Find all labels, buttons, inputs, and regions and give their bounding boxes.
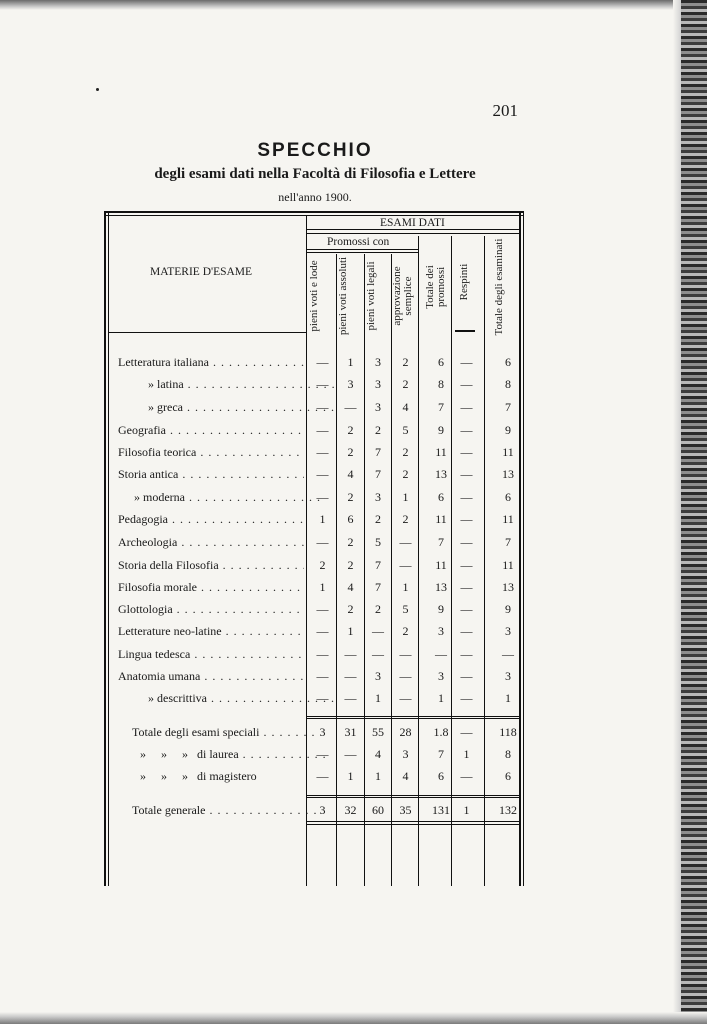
cell-semplice: 28 [399, 725, 412, 739]
table-row [0, 599, 707, 621]
cell-totale-promossi: 7 [438, 747, 444, 761]
page-number: 201 [492, 101, 518, 120]
cell-assoluti: 32 [344, 803, 357, 817]
cell-semplice: 4 [402, 769, 409, 783]
group-header: ESAMI DATI [380, 217, 445, 229]
cell-legali: 3 [375, 490, 381, 504]
cell-legali: 60 [372, 803, 384, 817]
table-row [0, 352, 707, 374]
page-subtitle: degli esami dati nella Facoltà di Filosofia e Lettere [154, 166, 476, 182]
table-row [0, 420, 707, 442]
cell-totale-promossi: 6 [438, 490, 444, 504]
cell-respinti: — [460, 445, 473, 459]
table-row [0, 464, 707, 486]
cell-assoluti: 2 [347, 602, 354, 616]
table-row [0, 532, 707, 554]
col-header-totale-esaminati: Totale degli esaminati [493, 238, 505, 336]
row-label: Totale degli esami speciali . . . [132, 725, 318, 741]
row-label: » latina . . . [148, 377, 334, 393]
row-label: Archeologia . . . [118, 535, 304, 551]
row-label: » » » di laurea . . . [140, 747, 326, 763]
row-label: Geografia . . . [118, 423, 304, 439]
col-header-approvazione-semplice: approvazione semplice [391, 266, 414, 326]
cell-lode: — [316, 624, 329, 638]
cell-totale-esaminati: 118 [499, 725, 517, 739]
cell-totale-esaminati: 7 [505, 400, 511, 414]
cell-respinti: — [460, 423, 473, 437]
cell-semplice: — [399, 691, 412, 705]
row-label: » greca . . . [148, 400, 334, 416]
cell-totale-promossi: 6 [438, 769, 444, 783]
row-label: Pedagogia . . . [118, 512, 304, 528]
cell-legali: 7 [375, 580, 381, 594]
cell-totale-promossi: 13 [435, 467, 447, 481]
cell-legali: 1 [375, 691, 381, 705]
cell-semplice: 35 [399, 803, 412, 817]
cell-assoluti: 2 [347, 558, 354, 572]
total-row [0, 744, 707, 766]
row-label: » » » di magistero [140, 769, 257, 783]
grand-total-row [0, 800, 707, 822]
cell-semplice: 4 [402, 400, 409, 414]
table-row [0, 397, 707, 419]
page-top-edge [0, 0, 707, 10]
cell-lode: — [316, 423, 329, 437]
table-row [0, 442, 707, 464]
cell-totale-promossi: 3 [438, 624, 444, 638]
cell-lode: — [316, 445, 329, 459]
cell-respinti: — [460, 400, 473, 414]
cell-legali: 3 [375, 355, 381, 369]
cell-respinti: — [460, 512, 473, 526]
cell-totale-promossi: — [435, 647, 447, 661]
row-label: Filosofia teorica . . . [118, 445, 304, 461]
cell-assoluti: — [344, 647, 357, 661]
cell-totale-promossi: 3 [438, 669, 444, 683]
cell-respinti: — [460, 624, 473, 638]
cell-lode: — [316, 377, 329, 391]
cell-totale-esaminati: 13 [502, 467, 514, 481]
cell-legali: 2 [375, 423, 381, 437]
cell-totale-promossi: 13 [435, 580, 447, 594]
cell-assoluti: — [344, 669, 357, 683]
year-line: nell'anno 1900. [278, 190, 352, 204]
cell-legali: 55 [372, 725, 384, 739]
col-header-respinti: Respinti [458, 263, 470, 301]
cell-legali: 7 [375, 445, 381, 459]
cell-totale-promossi: 11 [435, 445, 447, 459]
cell-totale-promossi: 11 [435, 558, 447, 572]
cell-totale-esaminati: — [502, 647, 514, 661]
cell-semplice: 3 [402, 747, 409, 761]
cell-semplice: — [399, 558, 412, 572]
cell-semplice: 5 [402, 423, 409, 437]
row-label: Totale generale . . . [132, 803, 318, 819]
cell-legali: 7 [375, 467, 381, 481]
cell-lode: — [316, 400, 329, 414]
row-header: MATERIE D'ESAME [150, 266, 253, 278]
cell-assoluti: — [344, 400, 357, 414]
cell-semplice: 2 [402, 624, 409, 638]
cell-assoluti: — [344, 747, 357, 761]
cell-semplice: 2 [402, 467, 409, 481]
cell-semplice: 2 [402, 355, 409, 369]
cell-semplice: — [399, 647, 412, 661]
cell-semplice: 1 [402, 490, 409, 504]
cell-assoluti: 2 [347, 423, 354, 437]
row-label: Letterature neo-latine . . . [118, 624, 304, 640]
row-label: Glottologia . . . [118, 602, 304, 618]
cell-legali: 5 [375, 535, 381, 549]
cell-totale-esaminati: 1 [505, 691, 511, 705]
cell-lode: — [316, 355, 329, 369]
total-row [0, 766, 707, 788]
cell-totale-esaminati: 6 [505, 355, 511, 369]
page-title: SPECCHIO [257, 140, 373, 161]
cell-legali: 3 [375, 669, 381, 683]
cell-semplice: 5 [402, 602, 409, 616]
table-row [0, 621, 707, 643]
cell-semplice: 1 [402, 580, 409, 594]
cell-legali: — [372, 647, 384, 661]
cell-legali: 2 [375, 602, 381, 616]
total-row [0, 722, 707, 744]
table-row [0, 644, 707, 666]
cell-totale-esaminati: 7 [505, 535, 511, 549]
cell-respinti: — [460, 377, 473, 391]
table-row [0, 666, 707, 688]
cell-semplice: — [399, 669, 412, 683]
cell-respinti: — [460, 558, 473, 572]
cell-totale-esaminati: 13 [502, 580, 514, 594]
cell-assoluti: 6 [347, 512, 354, 526]
row-label: Letteratura italiana . . . [118, 355, 304, 371]
cell-respinti: 1 [463, 747, 470, 761]
cell-lode: — [316, 467, 329, 481]
cell-totale-esaminati: 11 [502, 512, 514, 526]
cell-legali: 3 [375, 377, 381, 391]
row-label: » moderna . . . [134, 490, 320, 506]
cell-assoluti: 3 [347, 377, 354, 391]
cell-lode: — [316, 747, 329, 761]
cell-totale-promossi: 9 [438, 602, 444, 616]
cell-assoluti: 1 [347, 624, 354, 638]
cell-totale-esaminati: 6 [505, 769, 511, 783]
cell-totale-promossi: 11 [435, 512, 447, 526]
cell-totale-esaminati: 8 [505, 377, 511, 391]
cell-assoluti: 1 [347, 769, 354, 783]
cell-respinti: 1 [463, 803, 470, 817]
row-label: Storia antica . . . [118, 467, 304, 483]
table-row [0, 555, 707, 577]
table-row [0, 577, 707, 599]
table-row [0, 487, 707, 509]
col-header-totale-promossi: Totale dei promossi [424, 265, 447, 309]
cell-assoluti: 2 [347, 445, 354, 459]
cell-semplice: 2 [402, 445, 409, 459]
row-label: Filosofia morale . . . [118, 580, 304, 596]
table-row [0, 374, 707, 396]
cell-respinti: — [460, 580, 473, 594]
cell-totale-promossi: 6 [438, 355, 444, 369]
table-row [0, 509, 707, 531]
cell-legali: 4 [375, 747, 381, 761]
cell-semplice: — [399, 535, 412, 549]
cell-legali: 2 [375, 512, 381, 526]
cell-totale-promossi: 1.8 [433, 725, 449, 739]
page-bottom-edge [0, 1012, 707, 1024]
cell-respinti: — [460, 647, 473, 661]
cell-lode: — [316, 669, 329, 683]
cell-respinti: — [460, 725, 473, 739]
cell-totale-esaminati: 11 [502, 558, 514, 572]
cell-respinti: — [460, 669, 473, 683]
cell-totale-promossi: 131 [432, 803, 450, 817]
row-label: » descrittiva . . . [148, 691, 334, 707]
cell-assoluti: 1 [347, 355, 354, 369]
cell-totale-promossi: 9 [438, 423, 444, 437]
cell-lode: — [316, 691, 329, 705]
cell-totale-promossi: 7 [438, 535, 444, 549]
cell-respinti: — [460, 490, 473, 504]
cell-totale-esaminati: 132 [499, 803, 517, 817]
cell-totale-promossi: 8 [438, 377, 444, 391]
cell-lode: — [316, 769, 329, 783]
cell-lode: — [316, 535, 329, 549]
cell-lode: 1 [319, 512, 326, 526]
cell-respinti: — [460, 467, 473, 481]
cell-respinti: — [460, 602, 473, 616]
cell-totale-esaminati: 11 [502, 445, 514, 459]
cell-semplice: 2 [402, 377, 409, 391]
col-header-pieni-voti-assoluti: pieni voti assoluti [337, 256, 349, 336]
cell-legali: 1 [375, 769, 381, 783]
cell-lode: 3 [319, 725, 326, 739]
cell-respinti: — [460, 769, 473, 783]
col-header-pieni-voti-legali: pieni voti legali [365, 261, 377, 331]
cell-assoluti: — [344, 691, 357, 705]
cell-lode: 3 [319, 803, 326, 817]
cell-assoluti: 31 [344, 725, 357, 739]
cell-respinti: — [460, 691, 473, 705]
cell-totale-esaminati: 9 [505, 423, 511, 437]
cell-totale-promossi: 1 [438, 691, 444, 705]
row-label: Anatomia umana . . . [118, 669, 304, 685]
cell-semplice: 2 [402, 512, 409, 526]
cell-totale-esaminati: 6 [505, 490, 511, 504]
cell-respinti: — [460, 355, 473, 369]
cell-totale-esaminati: 8 [505, 747, 511, 761]
table-row [0, 688, 707, 710]
cell-totale-esaminati: 9 [505, 602, 511, 616]
cell-lode: — [316, 647, 329, 661]
row-label: Lingua tedesca . . . [118, 647, 304, 663]
cell-totale-esaminati: 3 [505, 669, 511, 683]
cell-assoluti: 2 [347, 535, 354, 549]
ink-speck [96, 88, 99, 91]
cell-legali: 7 [375, 558, 381, 572]
cell-totale-promossi: 7 [438, 400, 444, 414]
cell-legali: — [372, 624, 384, 638]
cell-legali: 3 [375, 400, 381, 414]
row-label: Storia della Filosofia . . . [118, 558, 304, 574]
cell-lode: 2 [319, 558, 326, 572]
cell-assoluti: 4 [347, 580, 354, 594]
cell-respinti: — [460, 535, 473, 549]
cell-assoluti: 2 [347, 490, 354, 504]
col-header-pieni-voti-lode: pieni voti e lode [308, 260, 320, 332]
cell-totale-esaminati: 3 [505, 624, 511, 638]
subgroup-header: Promossi con [327, 236, 390, 248]
cell-lode: — [316, 490, 329, 504]
cell-assoluti: 4 [347, 467, 354, 481]
cell-lode: 1 [319, 580, 326, 594]
cell-lode: — [316, 602, 329, 616]
